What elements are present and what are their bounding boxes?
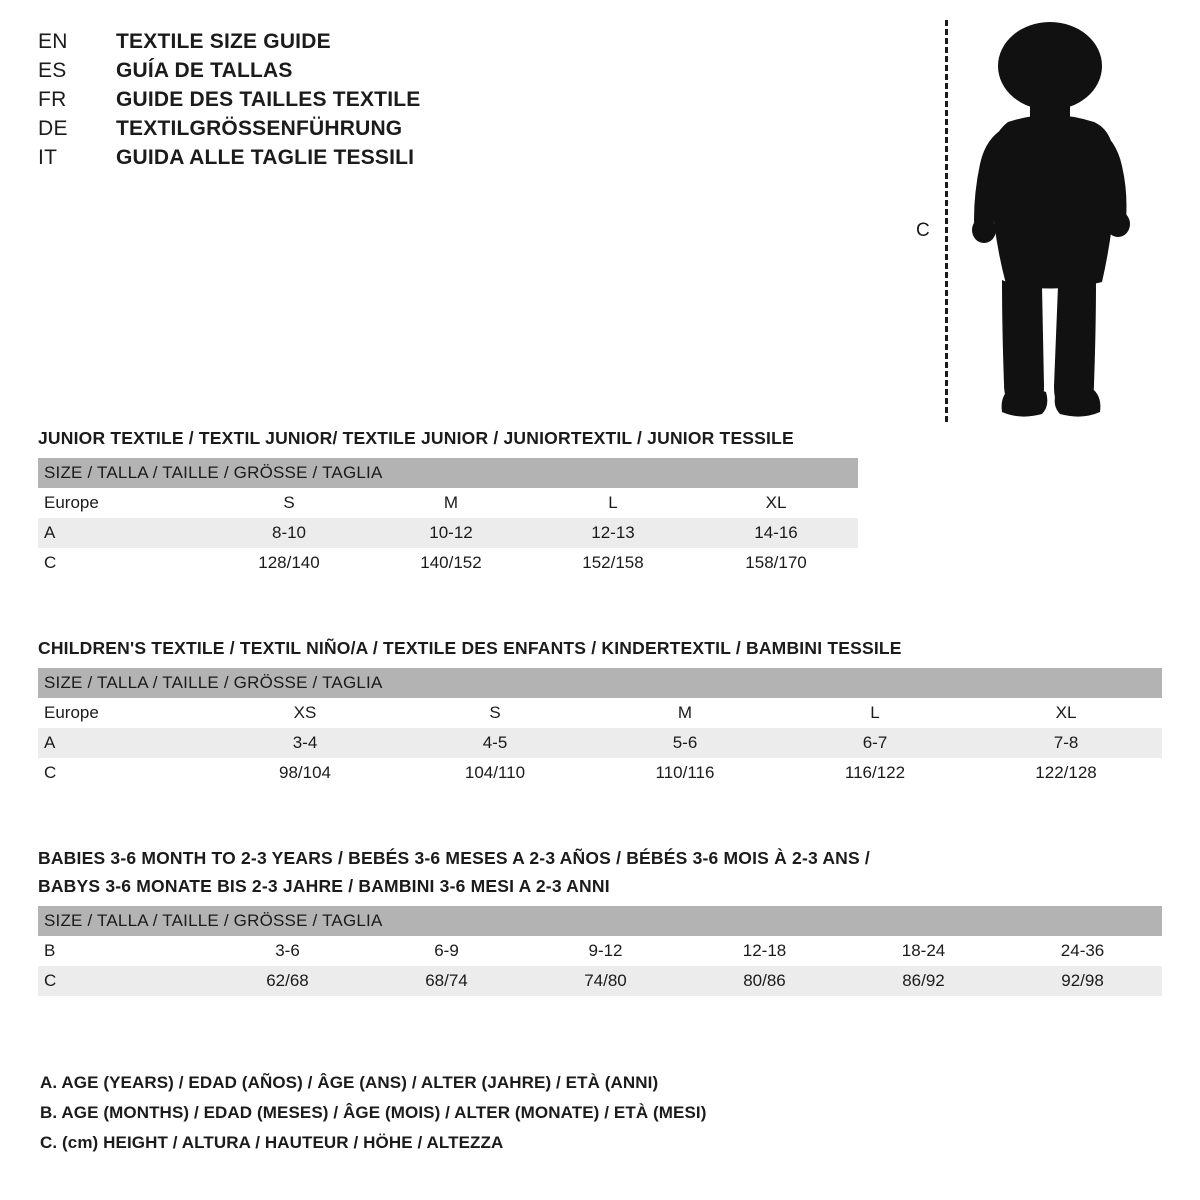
row-label: C	[38, 758, 210, 788]
section-junior-textile	[38, 428, 1162, 578]
legend-item-age-years: A. AGE (YEARS) / EDAD (AÑOS) / ÂGE (ANS) / ALTER (JAHRE) / ETÀ (ANNI)	[40, 1073, 659, 1092]
section-title-line-2: BABYS 3-6 MONATE BIS 2-3 JAHRE / BAMBINI 3-6 MESI A 2-3 ANNI	[38, 876, 610, 896]
table-row	[38, 728, 1162, 758]
cell-value: 7-8	[970, 728, 1162, 758]
table-row	[38, 518, 858, 548]
table-header-row	[38, 668, 1162, 698]
row-label: Europe	[38, 698, 210, 728]
language-code: EN	[38, 30, 68, 53]
cell-value: 80/86	[685, 966, 844, 996]
cell-value: XL	[970, 698, 1162, 728]
cell-value: 128/140	[208, 548, 370, 578]
cell-value: 116/122	[780, 758, 970, 788]
legend-block	[40, 1068, 940, 1158]
cell-value: 8-10	[208, 518, 370, 548]
cell-value: XL	[694, 488, 858, 518]
section-title: CHILDREN'S TEXTILE / TEXTIL NIÑO/A / TEXTILE DES ENFANTS / KINDERTEXTIL / BAMBINI TESSILE	[38, 638, 902, 658]
cell-value: 14-16	[694, 518, 858, 548]
language-title: GUIDA ALLE TAGLIE TESSILI	[116, 146, 415, 169]
cell-value: 104/110	[400, 758, 590, 788]
row-label: A	[38, 728, 210, 758]
cell-value: 10-12	[370, 518, 532, 548]
table-header-row	[38, 458, 858, 488]
table-row	[38, 548, 858, 578]
cell-value: 86/92	[844, 966, 1003, 996]
cell-value: 158/170	[694, 548, 858, 578]
cell-value: 18-24	[844, 936, 1003, 966]
row-label: C	[38, 966, 208, 996]
cell-value: 12-18	[685, 936, 844, 966]
section-children-textile	[38, 638, 1162, 788]
row-label: C	[38, 548, 208, 578]
table-row	[38, 488, 858, 518]
cell-value: 6-9	[367, 936, 526, 966]
babies-size-table	[38, 906, 1162, 996]
row-label: Europe	[38, 488, 208, 518]
cell-value: 92/98	[1003, 966, 1162, 996]
language-title: GUIDE DES TAILLES TEXTILE	[116, 88, 421, 111]
language-row	[38, 88, 598, 117]
cell-value: 12-13	[532, 518, 694, 548]
language-row	[38, 117, 598, 146]
table-row	[38, 758, 1162, 788]
children-size-table	[38, 668, 1162, 788]
section-title: JUNIOR TEXTILE / TEXTIL JUNIOR/ TEXTILE JUNIOR / JUNIORTEXTIL / JUNIOR TESSILE	[38, 428, 794, 448]
cell-value: 9-12	[526, 936, 685, 966]
language-row	[38, 30, 598, 59]
cell-value: 152/158	[532, 548, 694, 578]
size-band-label: SIZE / TALLA / TAILLE / GRÖSSE / TAGLIA	[38, 668, 1162, 698]
section-title	[38, 848, 1162, 897]
language-code: DE	[38, 117, 68, 140]
cell-value: 74/80	[526, 966, 685, 996]
table-row	[38, 936, 1162, 966]
size-band-label: SIZE / TALLA / TAILLE / GRÖSSE / TAGLIA	[38, 906, 1162, 936]
cell-value: XS	[210, 698, 400, 728]
legend-item-height: C. (cm) HEIGHT / ALTURA / HAUTEUR / HÖHE / ALTEZZA	[40, 1133, 504, 1152]
language-title-block	[38, 30, 598, 175]
measurement-figure	[900, 8, 1160, 428]
language-title: TEXTILGRÖSSENFÜHRUNG	[116, 117, 403, 140]
language-code: ES	[38, 59, 67, 82]
table-row	[38, 966, 1162, 996]
cell-value: 62/68	[208, 966, 367, 996]
cell-value: L	[780, 698, 970, 728]
cell-value: M	[370, 488, 532, 518]
language-code: FR	[38, 88, 67, 111]
cell-value: L	[532, 488, 694, 518]
cell-value: 140/152	[370, 548, 532, 578]
language-title: GUÍA DE TALLAS	[116, 59, 293, 82]
legend-item-age-months: B. AGE (MONTHS) / EDAD (MESES) / ÂGE (MOIS) / ALTER (MONATE) / ETÀ (MESI)	[40, 1103, 707, 1122]
cell-value: 3-4	[210, 728, 400, 758]
section-title-line-1: BABIES 3-6 MONTH TO 2-3 YEARS / BEBÉS 3-6 MESES A 2-3 AÑOS / BÉBÉS 3-6 MOIS À 2-3 ANS /	[38, 848, 870, 868]
cell-value: 68/74	[367, 966, 526, 996]
table-row	[38, 698, 1162, 728]
height-measure-label: C	[916, 220, 930, 241]
row-label: B	[38, 936, 208, 966]
cell-value: S	[208, 488, 370, 518]
cell-value: M	[590, 698, 780, 728]
cell-value: 5-6	[590, 728, 780, 758]
cell-value: S	[400, 698, 590, 728]
language-code: IT	[38, 146, 58, 169]
table-header-row	[38, 906, 1162, 936]
cell-value: 4-5	[400, 728, 590, 758]
child-silhouette-icon	[952, 18, 1152, 428]
language-row	[38, 146, 598, 175]
section-babies-textile	[38, 848, 1162, 996]
height-measure-line	[945, 20, 948, 422]
cell-value: 98/104	[210, 758, 400, 788]
cell-value: 3-6	[208, 936, 367, 966]
cell-value: 24-36	[1003, 936, 1162, 966]
row-label: A	[38, 518, 208, 548]
language-row	[38, 59, 598, 88]
cell-value: 122/128	[970, 758, 1162, 788]
language-title: TEXTILE SIZE GUIDE	[116, 30, 331, 53]
cell-value: 6-7	[780, 728, 970, 758]
size-band-label: SIZE / TALLA / TAILLE / GRÖSSE / TAGLIA	[38, 458, 858, 488]
junior-size-table	[38, 458, 858, 578]
cell-value: 110/116	[590, 758, 780, 788]
